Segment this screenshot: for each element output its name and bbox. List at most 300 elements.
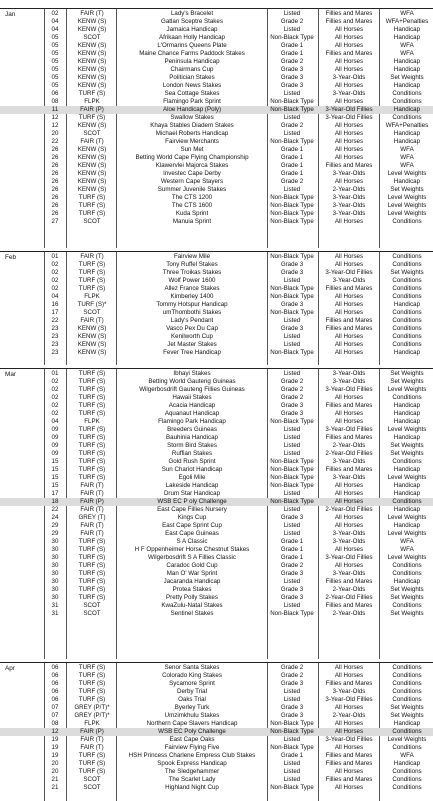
weights-cell: Conditions [392,98,422,105]
weights-cell: Handicap [393,760,421,767]
table-row [0,74,433,82]
venue-cell: TURF (S) [78,370,106,377]
venue-cell: TURF (S) [78,688,106,695]
table-row [0,261,433,269]
weights-cell: Conditions [392,325,422,332]
day-cell: 15 [51,474,59,481]
conditions-cell: 3-Year-Old Fillies [325,554,373,561]
weights-cell: Handicap [393,106,421,113]
weights-cell: WFA [400,10,414,17]
table-row [0,760,433,768]
conditions-cell: 3-Year-Olds [332,378,366,385]
race-name-cell: Afrikaan Holly Handicap [158,34,226,41]
day-cell: 22 [51,138,59,145]
venue-cell: TURF (S) [78,760,106,767]
grade-cell: Listed [283,186,301,193]
venue-cell: TURF (S) [78,285,106,292]
table-row [0,434,433,442]
venue-cell: TURF (S) [78,269,106,276]
weights-cell: Handicap [393,578,421,585]
conditions-cell: Fillies and Mares [325,578,373,585]
venue-cell: KENW (S) [77,26,107,33]
venue-cell: KENW (S) [77,66,107,73]
race-name-cell: Umzimkhulu Stakes [164,712,220,719]
day-cell: 18 [51,498,59,505]
day-cell: 19 [51,744,59,751]
race-name-cell: Investec Cape Derby [163,170,221,177]
race-name-cell: Fairview Mile [173,253,211,260]
race-name-cell: Allez France Stakes [164,285,220,292]
conditions-cell: Fillies and Mares [325,752,373,759]
race-name-cell: Fever Tree Handicap [163,349,221,356]
venue-cell: KENW (S) [77,162,107,169]
grade-cell: Listed [283,776,301,783]
weights-cell: Handicap [393,402,421,409]
table-row [0,370,433,378]
venue-cell: FAIR (P) [80,498,104,505]
weights-cell: Set Weights [390,610,424,617]
venue-cell: TURF (S) [78,114,106,121]
race-name-cell: Wilgerbosdrift S A Fillies Classic [147,554,237,561]
grade-cell: Non-Black Type [270,106,314,113]
conditions-cell: All Horses [334,349,364,356]
table-row [0,170,433,178]
venue-cell: GREY (T) [78,514,106,521]
conditions-cell: 2-Year-Olds [332,610,366,617]
weights-cell: Conditions [392,768,422,775]
table-row [0,82,433,90]
table-row [0,138,433,146]
grade-cell: Grade 2 [280,18,304,25]
conditions-cell: All Horses [334,720,364,727]
race-name-cell: Storm Bird Stakes [167,442,217,449]
venue-cell: FAIR (T) [80,744,104,751]
conditions-cell: All Horses [334,784,364,791]
conditions-cell: 3-Year-Olds [332,570,366,577]
venue-cell: TURF (S) [78,394,106,401]
conditions-cell: 3-Year-Olds [332,74,366,81]
table-row [0,736,433,744]
day-cell: 02 [51,285,59,292]
weights-cell: Conditions [392,261,422,268]
grade-cell: Non-Black Type [270,98,314,105]
weights-cell: Conditions [392,317,422,324]
grade-cell: Grade 3 [280,301,304,308]
venue-cell: FLPK [84,720,100,727]
day-cell: 02 [51,410,59,417]
day-cell: 07 [51,712,59,719]
conditions-cell: 2-Year-Old Fillies [325,450,373,457]
day-cell: 05 [51,34,59,41]
table-row [0,50,433,58]
race-name-cell: Sycamore Sprint [169,680,215,687]
weights-cell: WFA [400,162,414,169]
day-cell: 09 [51,434,59,441]
grade-cell: Listed [283,442,301,449]
venue-cell: FAIR (P) [80,106,104,113]
venue-cell: GREY (P/T)* [74,704,110,711]
venue-cell: TURF (S) [78,90,106,97]
table-row [0,146,433,154]
conditions-cell: All Horses [334,26,364,33]
weights-cell: Conditions [392,285,422,292]
day-cell: 26 [51,210,59,217]
race-name-cell: Breeders Guineas [167,426,217,433]
conditions-cell: All Horses [334,562,364,569]
day-cell: 21 [51,776,59,783]
month-section [0,662,433,801]
conditions-cell: 3-Year-Olds [332,458,366,465]
weights-cell: Conditions [392,293,422,300]
grade-cell: Grade 3 [280,82,304,89]
grade-cell: Non-Black Type [270,610,314,617]
conditions-cell: All Horses [334,309,364,316]
venue-cell: TURF (S) [78,202,106,209]
day-cell: 04 [51,18,59,25]
weights-cell: WFA [400,42,414,49]
race-name-cell: Lakeside Handicap [165,482,219,489]
venue-cell: KENW (S) [77,349,107,356]
venue-cell: TURF (S) [78,194,106,201]
venue-cell: KENW (S) [77,170,107,177]
grade-cell: Grade 3 [280,74,304,81]
race-name-cell: Aquanaut Handicap [164,410,220,417]
table-row [0,186,433,194]
venue-cell: KENW (S) [77,122,107,129]
grade-cell: Grade 1 [280,146,304,153]
table-row [0,269,433,277]
table-row [0,664,433,672]
weights-cell: WFA [400,154,414,161]
table-row [0,784,433,792]
weights-cell: Handicap [393,482,421,489]
table-row [0,386,433,394]
venue-cell: TURF (S) [78,594,106,601]
grade-cell: Non-Black Type [270,720,314,727]
day-cell: 26 [51,162,59,169]
table-row [0,498,433,506]
weights-cell: Level Weights [387,426,427,433]
conditions-cell: 3-Year-Old Fillies [325,736,373,743]
venue-cell: KENW (S) [77,178,107,185]
venue-cell: TURF (S) [78,664,106,671]
weights-cell: Conditions [392,498,422,505]
race-name-cell: Senor Santa Stakes [164,664,220,671]
table-row [0,285,433,293]
conditions-cell: Fillies and Mares [325,10,373,17]
weights-cell: Level Weights [387,386,427,393]
grade-cell: Listed [283,90,301,97]
grade-cell: Listed [283,341,301,348]
table-row [0,218,433,226]
weights-cell: Handicap [393,506,421,513]
grade-cell: Grade 2 [280,386,304,393]
grade-cell: Listed [283,434,301,441]
day-cell: 09 [51,426,59,433]
grade-cell: Grade 1 [280,546,304,553]
venue-cell: KENW (S) [77,82,107,89]
table-row [0,194,433,202]
table-row [0,522,433,530]
conditions-cell: All Horses [334,664,364,671]
day-cell: 07 [51,704,59,711]
conditions-cell: All Horses [334,66,364,73]
race-name-cell: Flamingo Park Handicap [158,418,226,425]
grade-cell: Listed [283,506,301,513]
grade-cell: Grade 3 [280,269,304,276]
race-name-cell: Caradoc Gold Cup [166,562,218,569]
race-name-cell: Spook Express Handicap [157,760,227,767]
conditions-cell: 3-Year-Old Fillies [325,114,373,121]
table-row [0,18,433,26]
day-cell: 23 [51,341,59,348]
race-name-cell: The Sledgehammer [164,768,220,775]
table-row [0,26,433,34]
race-name-cell: Tony Ruffel Stakes [166,261,218,268]
weights-cell: Conditions [392,253,422,260]
grade-cell: Non-Black Type [270,210,314,217]
day-cell: 02 [51,10,59,17]
conditions-cell: All Horses [334,341,364,348]
grade-cell: Grade 3 [280,570,304,577]
day-cell: 02 [51,378,59,385]
race-name-cell: S A Classic [176,538,208,545]
weights-cell: Handicap [393,26,421,33]
conditions-cell: Fillies and Mares [325,317,373,324]
table-row [0,333,433,341]
weights-cell: Set Weights [390,269,424,276]
day-cell: 05 [51,58,59,65]
grade-cell: Grade 3 [280,410,304,417]
conditions-cell: Fillies and Mares [325,602,373,609]
grade-cell: Grade 1 [280,538,304,545]
table-row [0,474,433,482]
weights-cell: Conditions [392,728,422,735]
weights-cell: Handicap [393,138,421,145]
weights-cell: Handicap [393,34,421,41]
conditions-cell: 2-Year-Olds [332,186,366,193]
venue-cell: FAIR (T) [80,317,104,324]
table-row [0,768,433,776]
venue-cell: TURF (S) [78,752,106,759]
day-cell: 06 [51,90,59,97]
grade-cell: Non-Black Type [270,498,314,505]
race-name-cell: The CTS 1600 [171,202,213,209]
conditions-cell: All Horses [334,154,364,161]
conditions-cell: 3-Year-Olds [332,277,366,284]
conditions-cell: Fillies and Mares [325,680,373,687]
table-row [0,394,433,402]
venue-cell: FAIR (T) [80,530,104,537]
grade-cell: Non-Black Type [270,293,314,300]
table-row [0,546,433,554]
race-name-cell: Lady's Bracelet [170,10,214,17]
day-cell: 30 [51,594,59,601]
race-name-cell: The CTS 1200 [171,194,213,201]
race-name-cell: Sun Met [180,146,204,153]
venue-cell: TURF (S) [78,442,106,449]
day-cell: 05 [51,82,59,89]
weights-cell: Conditions [392,784,422,791]
race-name-cell: Aloe Handicap (Poly) [162,106,222,113]
day-cell: 02 [51,277,59,284]
race-name-cell: H F Oppenheimer Horse Chestnut Stakes [134,546,250,553]
grade-cell: Non-Black Type [270,253,314,260]
venue-cell: KENW (S) [77,186,107,193]
grade-cell: Listed [283,696,301,703]
race-name-cell: Kimberley 1400 [170,293,214,300]
race-name-cell: KwaZulu-Natal Stakes [161,602,223,609]
day-cell: 17 [51,309,59,316]
conditions-cell: All Horses [334,410,364,417]
day-cell: 15 [51,466,59,473]
conditions-cell: All Horses [334,482,364,489]
table-row [0,42,433,50]
conditions-cell: Fillies and Mares [325,50,373,57]
weights-cell: Handicap [393,522,421,529]
weights-cell: Conditions [392,680,422,687]
weights-cell: Conditions [392,458,422,465]
grade-cell: Grade 1 [280,554,304,561]
conditions-cell: Fillies and Mares [325,162,373,169]
conditions-cell: 3-Year-Olds [332,202,366,209]
conditions-cell: 3-Year-Old Fillies [325,386,373,393]
conditions-cell: All Horses [334,34,364,41]
conditions-cell: All Horses [334,514,364,521]
race-name-cell: Kuda Sprint [175,210,209,217]
table-row [0,610,433,618]
table-row [0,720,433,728]
conditions-cell: All Horses [334,418,364,425]
grade-cell: Listed [283,522,301,529]
weights-cell: Level Weights [387,474,427,481]
venue-cell: TURF (S) [78,680,106,687]
day-cell: 31 [51,602,59,609]
venue-cell: SCOT [83,218,101,225]
venue-cell: SCOT [83,309,101,316]
weights-cell: Set Weights [390,704,424,711]
weights-cell: Conditions [392,90,422,97]
table-row [0,562,433,570]
race-name-cell: Northern Cape Slavers Handicap [146,720,238,727]
day-cell: 26 [51,154,59,161]
grade-cell: Grade 2 [280,664,304,671]
conditions-cell: All Horses [334,768,364,775]
race-name-cell: Lady's Pendant [170,317,214,324]
venue-cell: SCOT [83,34,101,41]
day-cell: 23 [51,333,59,340]
grade-cell: Grade 2 [280,562,304,569]
day-cell: 30 [51,586,59,593]
conditions-cell: All Horses [334,498,364,505]
conditions-cell: 3-Year-Olds [332,538,366,545]
race-name-cell: Hawaii Stakes [172,394,212,401]
weights-cell: Conditions [392,309,422,316]
day-cell: 05 [51,50,59,57]
race-name-cell: Sentinel Stakes [170,610,214,617]
race-name-cell: Swallow Stakes [170,114,214,121]
venue-cell: FAIR (T) [80,10,104,17]
conditions-cell: Fillies and Mares [325,285,373,292]
day-cell: 30 [51,538,59,545]
grade-cell: Non-Black Type [270,194,314,201]
day-cell: 26 [51,146,59,153]
grade-cell: Non-Black Type [270,474,314,481]
day-cell: 06 [51,680,59,687]
table-row [0,402,433,410]
race-name-cell: Ruffian Stakes [171,450,213,457]
grade-cell: Grade 3 [280,66,304,73]
day-cell: 20 [51,760,59,767]
day-cell: 30 [51,562,59,569]
conditions-cell: Fillies and Mares [325,325,373,332]
race-name-cell: Acacia Handicap [168,402,216,409]
grade-cell: Grade 1 [280,162,304,169]
table-row [0,688,433,696]
venue-cell: KENW (S) [77,154,107,161]
weights-cell: Handicap [393,178,421,185]
venue-cell: TURF (S) [78,386,106,393]
weights-cell: Set Weights [390,594,424,601]
grade-cell: Listed [283,333,301,340]
venue-cell: KENW (S) [77,341,107,348]
table-row [0,450,433,458]
race-name-cell: East Cape Guineas [165,530,219,537]
day-cell: 17 [51,490,59,497]
conditions-cell: All Horses [334,261,364,268]
table-row [0,10,433,18]
conditions-cell: 3-Year-Olds [332,370,366,377]
race-name-cell: Wilgerbosdrift Gauteng Fillies Guineas [139,386,245,393]
race-name-cell: Betting World Gauteng Guineas [148,378,236,385]
conditions-cell: All Horses [334,58,364,65]
weights-cell: Set Weights [390,74,424,81]
day-cell: 06 [51,672,59,679]
venue-cell: TURF (S) [78,538,106,545]
day-cell: 12 [51,728,59,735]
race-name-cell: Wolf Power 1600 [168,277,216,284]
grade-cell: Non-Black Type [270,202,314,209]
weights-cell: Set Weights [390,586,424,593]
table-row [0,538,433,546]
conditions-cell: 3-Year-Olds [332,530,366,537]
venue-cell: KENW (S) [77,58,107,65]
conditions-cell: All Horses [334,138,364,145]
venue-cell: TURF (S) [78,450,106,457]
race-name-cell: Maine Chance Farms Paddock Stakes [139,50,245,57]
race-name-cell: WSB EC Poly Challenge [158,728,226,735]
weights-cell: Set Weights [390,186,424,193]
race-name-cell: East Cape Fillies Nursery [157,506,227,513]
race-name-cell: East Cape Sprint Cup [162,522,222,529]
venue-cell: FAIR (T) [80,138,104,145]
grade-cell: Listed [283,317,301,324]
table-row [0,680,433,688]
race-name-cell: Bauhinia Handicap [166,434,218,441]
venue-cell: SCOT [83,130,101,137]
day-cell: 26 [51,194,59,201]
venue-cell: TURF (S) [78,578,106,585]
table-row [0,349,433,357]
day-cell: 23 [51,349,59,356]
race-name-cell: Peninsula Handicap [164,58,220,65]
conditions-cell: 3-Year-Olds [332,210,366,217]
race-name-cell: Michael Roberts Handicap [155,130,229,137]
race-name-cell: Jet Master Stakes [167,341,217,348]
race-name-cell: umThombothi Stakes [162,309,222,316]
day-cell: 08 [51,98,59,105]
venue-cell: FAIR (T) [80,506,104,513]
